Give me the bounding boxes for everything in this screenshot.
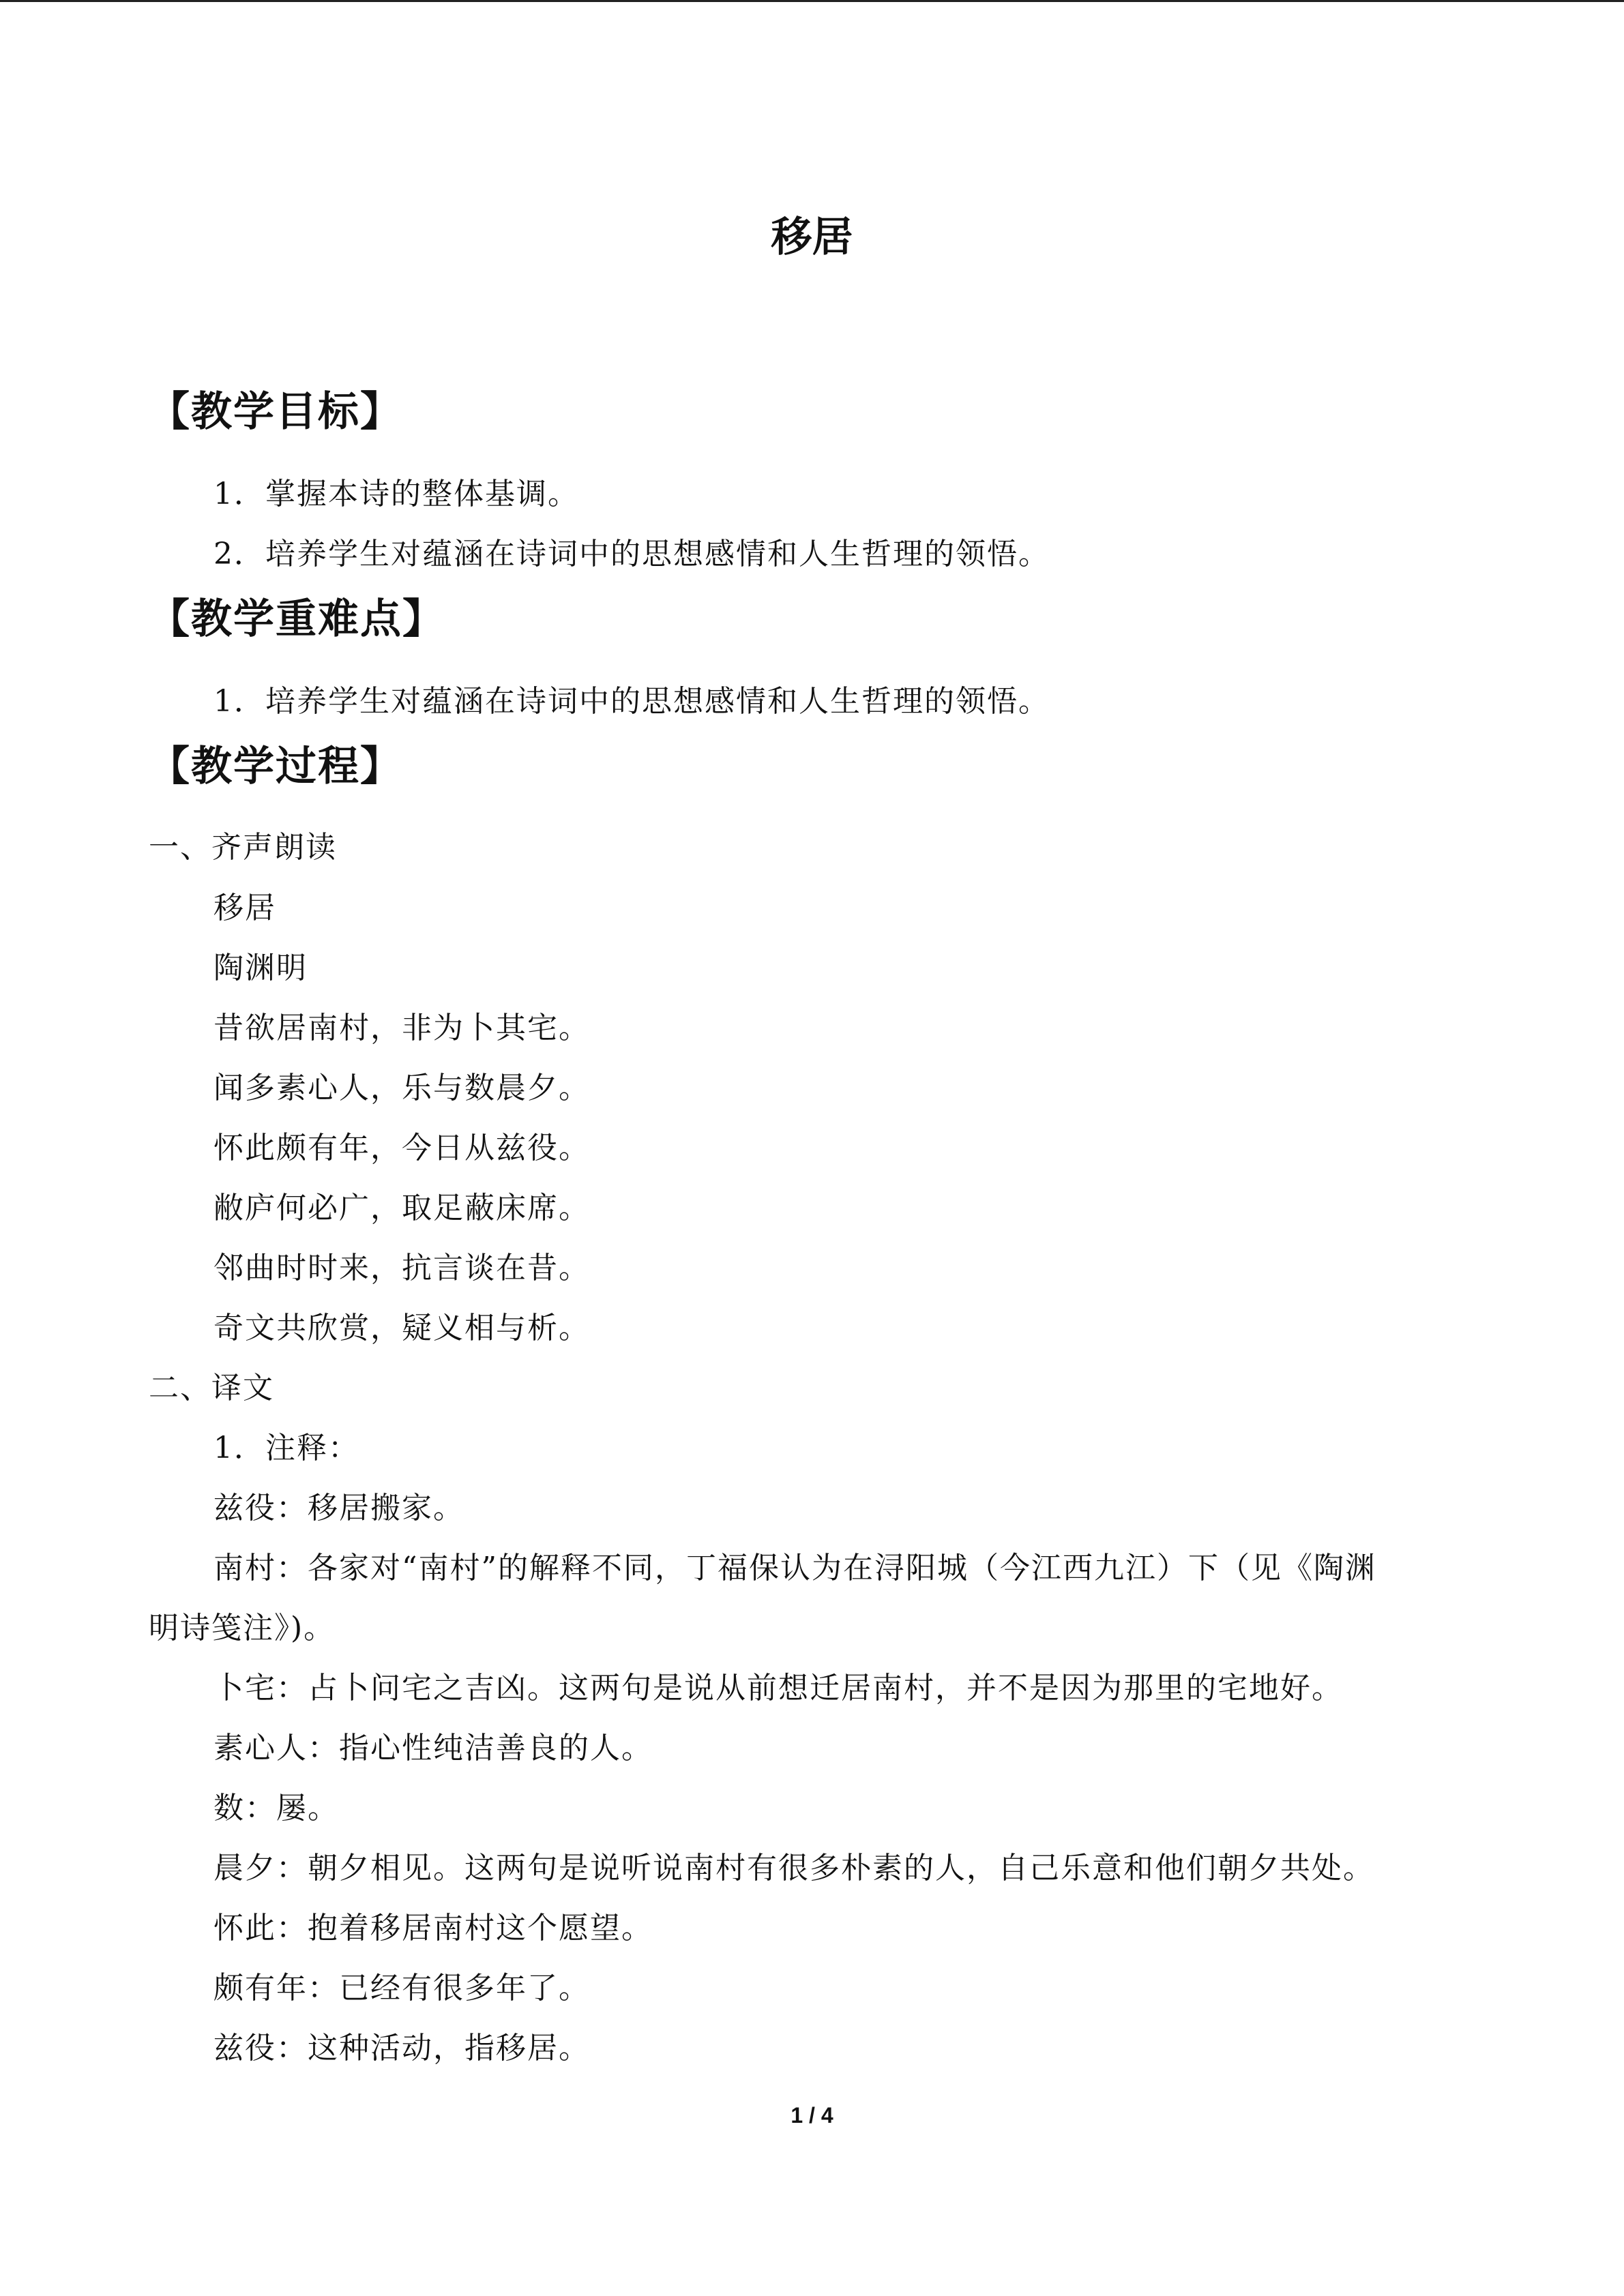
page-number: 1 / 4: [791, 2103, 833, 2128]
key-point-item: 1．培养学生对蕴涵在诗词中的思想感情和人生哲理的领悟。: [213, 684, 1050, 719]
note-line: 南村：各家对“南村”的解释不同，丁福保认为在浔阳城（今江西九江）下（见《陶渊: [213, 1551, 1376, 1585]
goal-item: 2．培养学生对蕴涵在诗词中的思想感情和人生哲理的领悟。: [213, 537, 1050, 571]
note-line: 兹役：这种活动，指移居。: [213, 2031, 590, 2066]
note-line: 怀此：抱着移居南村这个愿望。: [213, 1911, 653, 1945]
poem-line: 敝庐何必广，取足蔽床席。: [213, 1191, 590, 1225]
poem-author: 陶渊明: [213, 951, 308, 985]
note-line: 晨夕：朝夕相见。这两句是说听说南村有很多朴素的人，自己乐意和他们朝夕共处。: [213, 1851, 1374, 1885]
top-border: [0, 0, 1624, 2]
note-line-continued: 明诗笺注》)。: [149, 1611, 336, 1645]
poem-line: 怀此颇有年，今日从兹役。: [213, 1131, 590, 1165]
part1-label: 一、齐声朗读: [149, 830, 337, 865]
poem-line: 邻曲时时来，抗言谈在昔。: [213, 1251, 590, 1285]
heading-teaching-goals: 【教学目标】: [149, 388, 402, 436]
note-line: 颇有年：已经有很多年了。: [213, 1971, 590, 2006]
part2-label: 二、译文: [149, 1371, 274, 1405]
document-title: 移居: [771, 213, 853, 261]
note-line: 卜宅：占卜问宅之吉凶。这两句是说从前想迁居南村，并不是因为那里的宅地好。: [213, 1671, 1343, 1705]
poem-title: 移居: [213, 891, 276, 925]
note-line: 兹役：移居搬家。: [213, 1491, 464, 1525]
note-line: 数：屡。: [213, 1791, 339, 1825]
note-line: 素心人：指心性纯洁善良的人。: [213, 1731, 653, 1765]
poem-line: 闻多素心人，乐与数晨夕。: [213, 1071, 590, 1105]
heading-key-points: 【教学重难点】: [149, 595, 445, 643]
poem-line: 昔欲居南村，非为卜其宅。: [213, 1011, 590, 1045]
poem-line: 奇文共欣赏，疑义相与析。: [213, 1311, 590, 1345]
heading-teaching-process: 【教学过程】: [149, 743, 402, 790]
goal-item: 1．掌握本诗的整体基调。: [213, 477, 579, 511]
notes-subheading: 1．注释：: [213, 1431, 359, 1465]
